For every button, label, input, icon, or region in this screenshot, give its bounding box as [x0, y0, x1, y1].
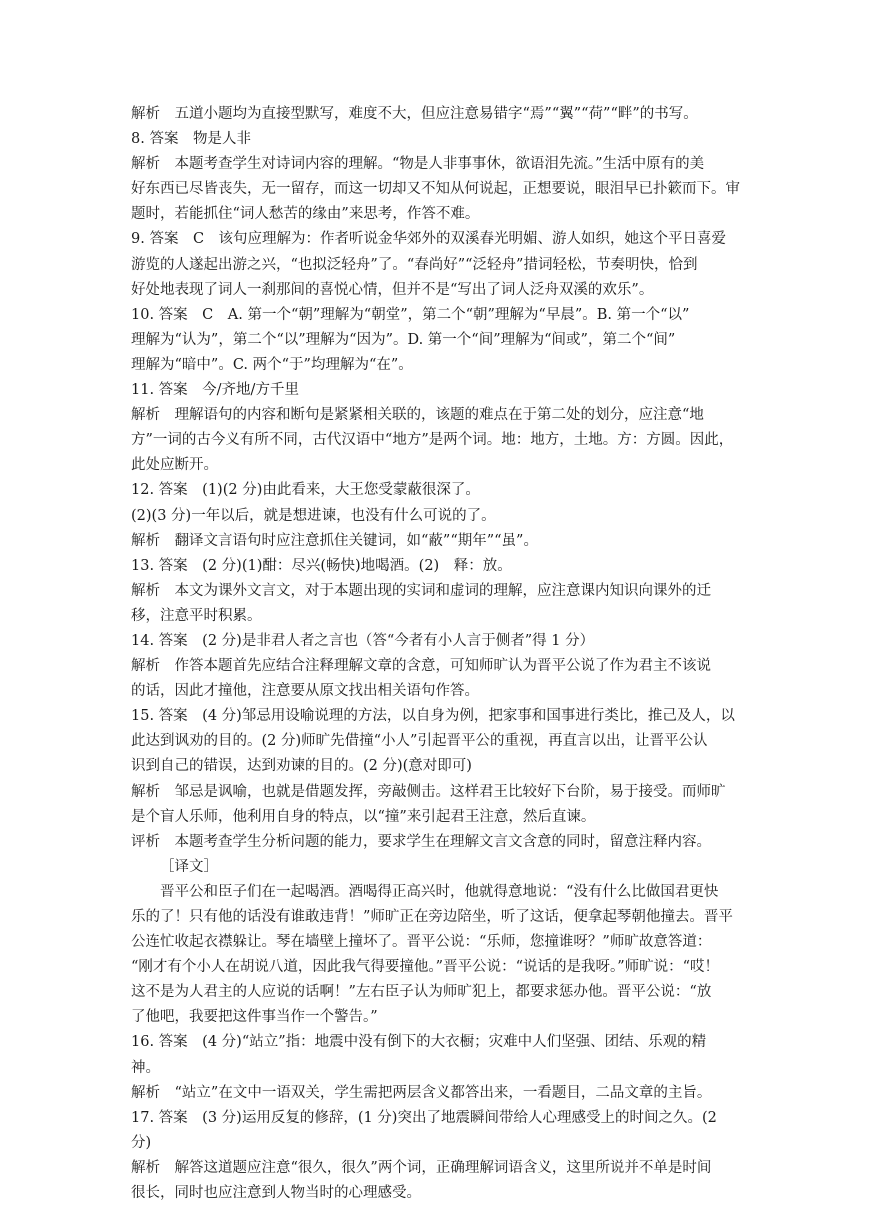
text-line: 好处地表现了词人一刹那间的喜悦心情，但并不是“写出了词人泛舟双溪的欢乐”。: [131, 281, 654, 298]
text-line: 解析 解答这道题应注意“很久，很久”两个词，正确理解词语含义，这里所说并不单是时间: [131, 1159, 712, 1176]
text-line: 15. 答案 (4 分)邹忌用设喻说理的方法，以自身为例，把家事和国事进行类比，推己及人，以: [131, 708, 735, 725]
text-line: 13. 答案 (2 分)(1)酣：尽兴(畅快)地喝酒。(2) 释：放。: [131, 557, 512, 574]
text-line: 解析 本题考查学生对诗词内容的理解。“物是人非事事休，欲语泪先流。”生活中原有的美: [131, 156, 705, 173]
text-line: 评析 本题考查学生分析问题的能力，要求学生在理解文言文含意的同时，留意注释内容。: [131, 833, 711, 850]
text-line: 这不是为人君主的人应说的话啊！”左右臣子认为师旷犯上，都要求惩办他。晋平公说：“放: [131, 984, 712, 1001]
text-line: 12. 答案 (1)(2 分)由此看来，大王您受蒙蔽很深了。: [131, 482, 480, 499]
text-line: 8. 答案 物是人非: [131, 131, 251, 148]
text-line: 理解为“暗中”。C. 两个“于”均理解为“在”。: [131, 356, 413, 373]
text-line: 方”一词的古今义有所不同，古代汉语中“地方”是两个词。地：地方，土地。方：方圆。因此，: [131, 432, 734, 449]
text-line: 解析 翻译文言语句时应注意抓住关键词，如“蔽”“期年”“虽”。: [131, 532, 538, 549]
text-line: 的话，因此才撞他，注意要从原文找出相关语句作答。: [131, 683, 479, 700]
text-line: 识到自己的错误，达到劝谏的目的。(2 分)(意对即可): [131, 758, 472, 775]
text-line: 了他吧，我要把这件事当作一个警告。”: [131, 1009, 378, 1026]
text-line: 是个盲人乐师，他利用自身的特点，以“撞”来引起君王注意，然后直谏。: [131, 808, 596, 825]
text-line: 17. 答案 (3 分)运用反复的修辞，(1 分)突出了地震瞬间带给人心理感受上的时间之久。(2: [131, 1109, 717, 1126]
text-line: 移，注意平时积累。: [131, 607, 262, 624]
text-line: 10. 答案 C A. 第一个“朝”理解为“朝堂”，第二个“朝”理解为“早晨”。B. 第一个“以”: [131, 306, 690, 323]
answer-page: [131, 102, 766, 1206]
text-line: 游览的人遂起出游之兴，“也拟泛轻舟”了。“春尚好”“泛轻舟”措词轻松，节奏明快，恰到: [131, 256, 698, 273]
translation-heading: ［译文］: [160, 858, 218, 875]
text-line: “刚才有个小人在胡说八道，因此我气得要撞他。”晋平公说：“说话的是我呀。”师旷说：“哎！: [131, 959, 720, 976]
text-line: 解析 本文为课外文言文，对于本题出现的实词和虚词的理解，应注意课内知识向课外的迁: [131, 582, 711, 599]
text-line: 好东西已尽皆丧失，无一留存，而这一切却又不知从何说起，正想要说，眼泪早已扑簌而下。审: [131, 181, 740, 198]
text-line: 解析 五道小题均为直接型默写，难度不大，但应注意易错字“焉”“翼”“荷”“畔”的书写。: [131, 106, 698, 122]
text-line: 9. 答案 C 该句应理解为：作者听说金华郊外的双溪春光明媚、游人如织，她这个平日喜爱: [131, 231, 727, 248]
text-line: 解析 理解语句的内容和断句是紧紧相关联的，该题的难点在于第二处的划分，应注意“地: [131, 407, 704, 424]
text-line: 解析 邹忌是讽喻，也就是借题发挥，旁敲侧击。这样君王比较好下台阶，易于接受。而师旷: [131, 783, 726, 800]
text-line: 此达到讽劝的目的。(2 分)师旷先借撞“小人”引起晋平公的重视，再直言以出，让晋平公认: [131, 733, 708, 750]
text-line: 神。: [131, 1059, 160, 1076]
text-line: 解析 “站立”在文中一语双关，学生需把两层含义都答出来，一看题目，二品文章的主旨。: [131, 1084, 712, 1101]
text-line: 很长，同时也应注意到人物当时的心理感受。: [131, 1185, 421, 1202]
text-line: 11. 答案 今/齐地/方千里: [131, 382, 299, 399]
text-line: (2)(3 分)一年以后，就是想进谏，也没有什么可说的了。: [131, 507, 496, 524]
text-line: 理解为“认为”，第二个“以”理解为“因为”。D. 第一个“间”理解为“间或”，第二个“间”: [131, 331, 676, 348]
text-line: 此处应断开。: [131, 457, 218, 474]
text-line: 16. 答案 (4 分)“站立”指：地震中没有倒下的大衣橱；灾难中人们坚强、团结、乐观的精: [131, 1034, 707, 1051]
text-line: 晋平公和臣子们在一起喝酒。酒喝得正高兴时，他就得意地说：“没有什么比做国君更快: [160, 883, 719, 900]
text-line: 题时，若能抓住“词人愁苦的缘由”来思考，作答不难。: [131, 206, 480, 223]
text-line: 14. 答案 (2 分)是非君人者之言也（答“今者有小人言于侧者”得 1 分）: [131, 632, 595, 649]
text-line: 乐的了！只有他的话没有谁敢违背！”师旷正在旁边陪坐，听了这话，便拿起琴朝他撞去。晋平: [131, 909, 733, 925]
text-line: 解析 作答本题首先应结合注释理解文章的含意，可知师旷认为晋平公说了作为君主不该说: [131, 658, 711, 675]
text-line: 公连忙收起衣襟躲让。琴在墙壁上撞坏了。晋平公说：“乐师，您撞谁呀？”师旷故意答道：: [131, 934, 712, 951]
text-line: 分): [131, 1134, 152, 1151]
